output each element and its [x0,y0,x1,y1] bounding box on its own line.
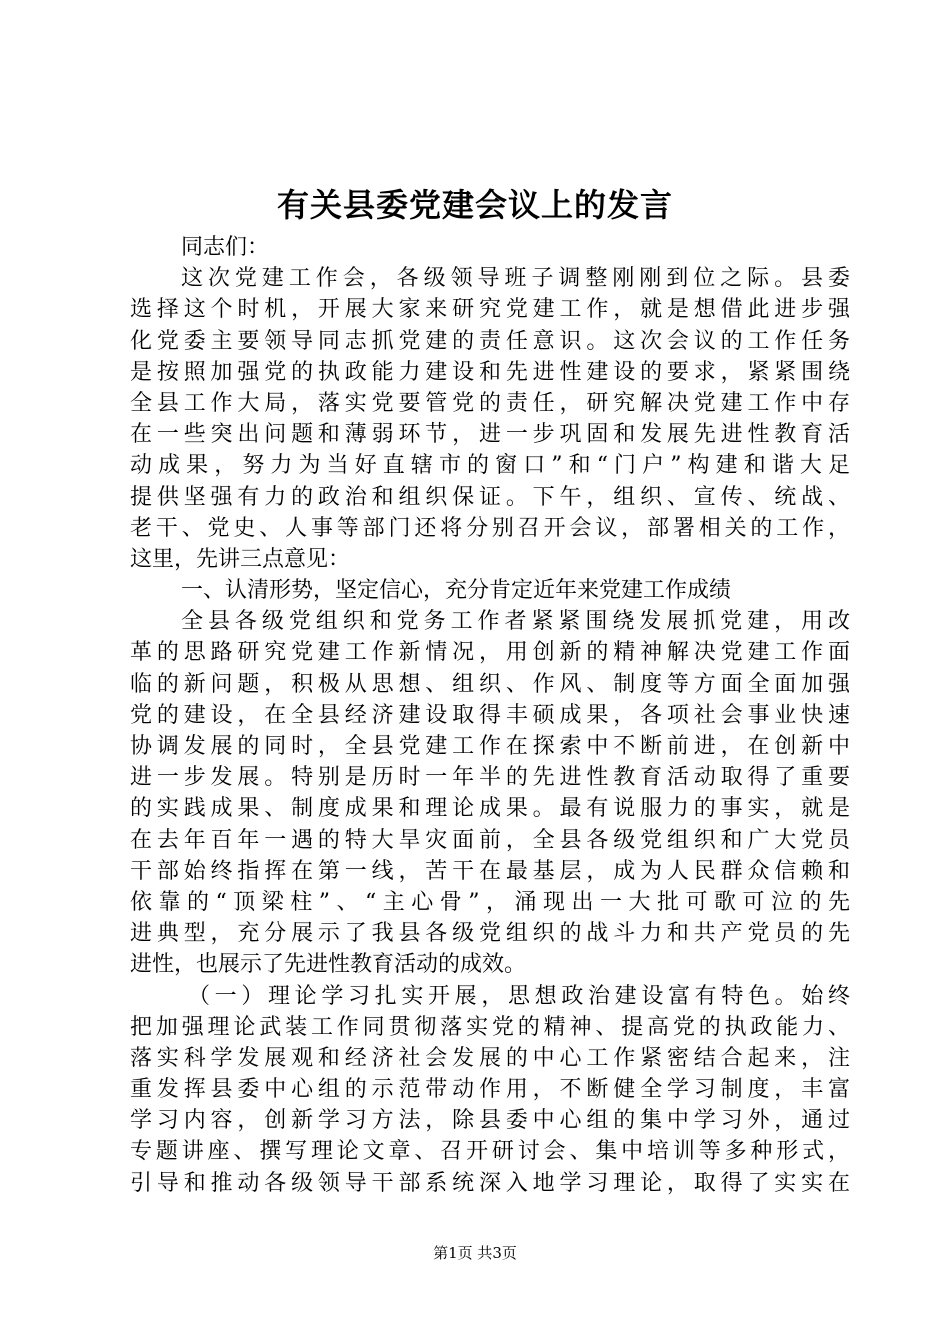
paragraph-line: 老干、党史、人事等部门还将分别召开会议，部署相关的工作， [130,515,850,541]
paragraph-line: 全县各级党组织和党务工作者紧紧围绕发展抓党建，用改 [181,609,850,635]
paragraph-line: 在去年百年一遇的特大旱灾面前，全县各级党组织和广大党员 [130,827,850,853]
subsection-line: （一）理论学习扎实开展，思想政治建设富有特色。始终 [188,983,850,1009]
paragraph-line: 党的建设，在全县经济建设取得丰硕成果，各项社会事业快速 [130,702,850,728]
paragraph-line: 学习内容，创新学习方法，除县委中心组的集中学习外，通过 [130,1108,850,1134]
paragraph-line: 协调发展的同时，全县党建工作在探索中不断前进，在创新中 [130,734,850,759]
paragraph-line: 全县工作大局，落实党要管党的责任，研究解决党建工作中存 [130,390,850,416]
paragraph-line: 化党委主要领导同志抓党建的责任意识。这次会议的工作任务 [130,328,850,354]
page-footer: 第1页 共3页 [433,1244,517,1262]
paragraph-line: 提供坚强有力的政治和组织保证。下午，组织、宣传、统战、 [130,484,850,510]
paragraph-line: 引导和推动各级领导干部系统深入地学习理论，取得了实实在 [130,1170,850,1196]
paragraph-line: 进典型，充分展示了我县各级党组织的战斗力和共产党员的先 [130,921,850,947]
paragraph-line: 落实科学发展观和经济社会发展的中心工作紧密结合起来，注 [130,1045,850,1071]
paragraph-line: 的实践成果、制度成果和理论成果。最有说服力的事实，就是 [130,796,850,822]
document-title: 有关县委党建会议上的发言 [276,186,673,224]
paragraph-line: 干部始终指挥在第一线，苦干在最基层，成为人民群众信赖和 [130,858,850,884]
paragraph-line: 重发挥县委中心组的示范带动作用，不断健全学习制度，丰富 [130,1077,850,1103]
paragraph-line: 革的思路研究党建工作新情况，用创新的精神解决党建工作面 [130,640,850,666]
paragraph-line: 动成果，努力为当好直辖市的窗口”和“门户”构建和谐大足 [130,453,850,479]
paragraph-line: 选择这个时机，开展大家来研究党建工作，就是想借此进步强 [130,297,850,323]
paragraph-line: 这里，先讲三点意见： [130,546,351,572]
paragraph-line: 临的新问题，积极从思想、组织、作风、制度等方面全面加强 [130,671,850,697]
section-heading: 一、认清形势，坚定信心，充分肯定近年来党建工作成绩 [181,578,732,604]
paragraph-line: 依靠的“顶梁柱”、“主心骨”，涌现出一大批可歌可泣的先 [130,889,850,915]
paragraph-line: 进性，也展示了先进性教育活动的成效。 [130,952,527,978]
paragraph-line: 这次党建工作会，各级领导班子调整刚刚到位之际。县委 [181,266,850,292]
paragraph-line: 在一些突出问题和薄弱环节，进一步巩固和发展先进性教育活 [130,422,850,448]
paragraph-line: 是按照加强党的执政能力建设和先进性建设的要求，紧紧围绕 [130,359,850,385]
paragraph-line: 专题讲座、撰写理论文章、召开研讨会、集中培训等多种形式， [130,1139,850,1165]
document-body [130,232,850,1199]
paragraph-line: 把加强理论武装工作同贯彻落实党的精神、提高党的执政能力、 [130,1014,850,1040]
paragraph-line: 进一步发展。特别是历时一年半的先进性教育活动取得了重要 [130,765,850,791]
salutation-line: 同志们： [181,235,270,260]
